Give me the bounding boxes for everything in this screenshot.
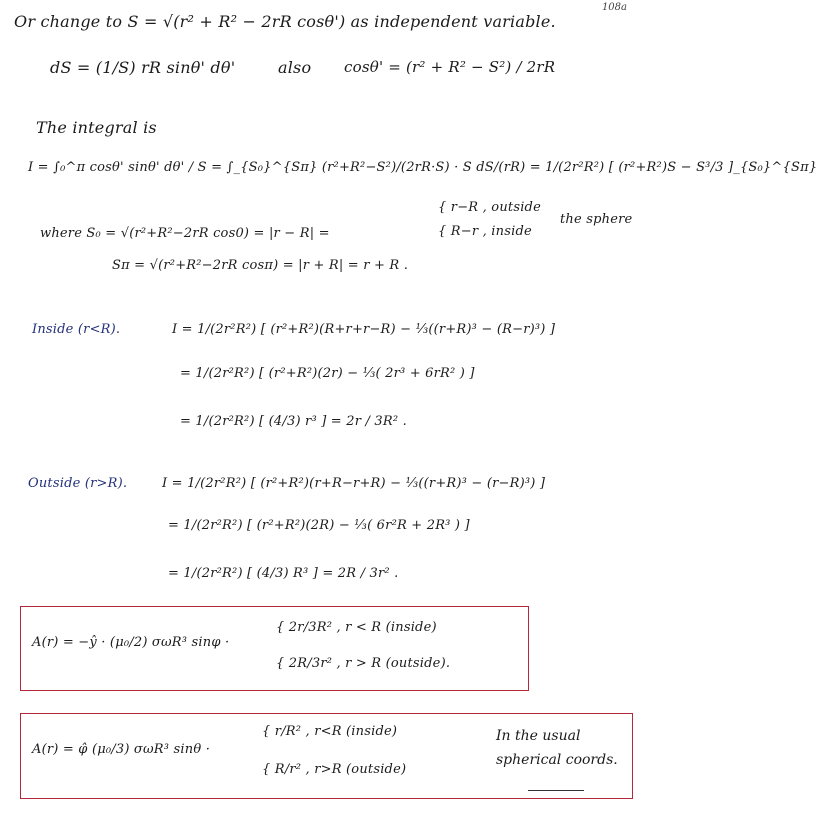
result-a-spherical: A(r) = φ̂ (μ₀/3) σωR³ sinθ · [32, 742, 211, 757]
page-number: 108a [601, 2, 627, 13]
line-outside-1: I = 1/(2r²R²) [ (r²+R²)(r+R−r+R) − ⅓((r+R)³ − (r−R)³) ] [162, 476, 546, 491]
line-the-sphere: the sphere [560, 212, 633, 227]
label-outside: Outside (r>R). [28, 476, 128, 491]
label-inside: Inside (r<R). [32, 322, 121, 337]
line-s-pi: Sπ = √(r²+R²−2rR cosπ) = |r + R| = r + R . [112, 258, 409, 273]
line-s0-outside: { r−R , outside [438, 200, 541, 215]
line-s0: where S₀ = √(r²+R²−2rR cos0) = |r − R| = [40, 226, 330, 241]
note-spherical-coords: spherical coords. [496, 752, 618, 768]
result-spherical-outside: { R/r² , r>R (outside) [262, 762, 407, 777]
line-ds: dS = (1/S) rR sinθ' dθ' [50, 58, 236, 77]
line-s0-inside: { R−r , inside [438, 224, 532, 239]
line-change-variable: Or change to S = √(r² + R² − 2rR cosθ') as independent variable. [14, 12, 556, 31]
note-underline [528, 790, 584, 791]
note-usual: In the usual [496, 728, 581, 744]
line-inside-2: = 1/(2r²R²) [ (r²+R²)(2r) − ⅓( 2r³ + 6rR² ) ] [180, 366, 475, 381]
result-cartesian-outside: { 2R/3r² , r > R (outside). [276, 656, 451, 671]
result-spherical-inside: { r/R² , r<R (inside) [262, 724, 398, 739]
line-cos-theta: cosθ' = (r² + R² − S²) / 2rR [344, 58, 556, 76]
line-outside-2: = 1/(2r²R²) [ (r²+R²)(2R) − ⅓( 6r²R + 2R³ ) ] [168, 518, 470, 533]
line-outside-3: = 1/(2r²R²) [ (4/3) R³ ] = 2R / 3r² . [168, 566, 399, 581]
result-a-cartesian: A(r) = −ŷ · (μ₀/2) σωR³ sinφ · [32, 635, 230, 650]
line-integral-expression: I = ∫₀^π cosθ' sinθ' dθ' / S = ∫_{S₀}^{Sπ} (r²+R²−S²)/(2rR·S) · S dS/(rR) = 1/(2r²R²) [ (r²+R²)S − S³/3 ]_{S₀}^{Sπ} [28, 160, 817, 175]
line-also: also [278, 58, 312, 77]
line-inside-3: = 1/(2r²R²) [ (4/3) r³ ] = 2r / 3R² . [180, 414, 407, 429]
line-integral-heading: The integral is [36, 118, 157, 137]
line-inside-1: I = 1/(2r²R²) [ (r²+R²)(R+r+r−R) − ⅓((r+R)³ − (R−r)³) ] [172, 322, 556, 337]
result-cartesian-inside: { 2r/3R² , r < R (inside) [276, 620, 437, 635]
